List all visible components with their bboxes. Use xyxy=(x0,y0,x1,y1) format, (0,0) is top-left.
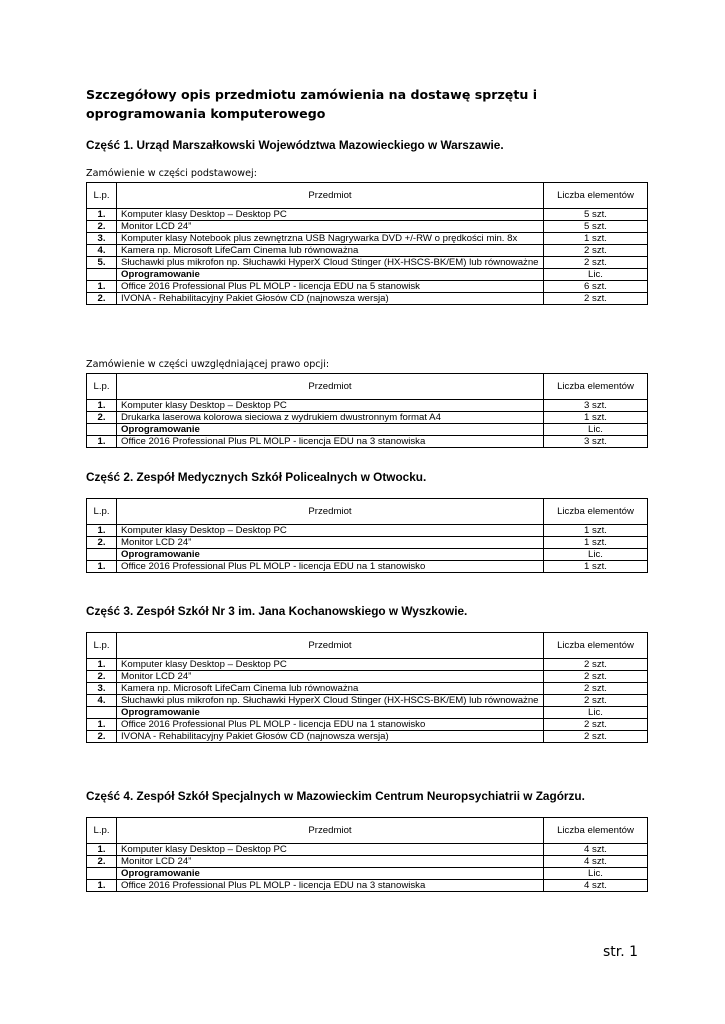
item-name: Słuchawki plus mikrofon np. Słuchawki HyperX Cloud Stinger (HX-HSCS-BK/EM) lub równoważne xyxy=(117,695,544,707)
item-name: IVONA - Rehabilitacyjny Pakiet Głosów CD (najnowsza wersja) xyxy=(117,293,544,305)
item-name: Monitor LCD 24” xyxy=(117,537,544,549)
item-quantity: 2 szt. xyxy=(544,293,648,305)
part-4-table xyxy=(86,817,648,892)
column-header-item: Przedmiot xyxy=(117,183,544,209)
part-3-heading: Część 3. Zespół Szkół Nr 3 im. Jana Kochanowskiego w Wyszkowie. xyxy=(86,604,468,618)
item-quantity: 4 szt. xyxy=(544,856,648,868)
row-number: 2. xyxy=(87,856,117,868)
table-row xyxy=(87,695,648,707)
item-quantity: 3 szt. xyxy=(544,436,648,448)
table-row xyxy=(87,731,648,743)
item-name: Komputer klasy Desktop – Desktop PC xyxy=(117,659,544,671)
item-name: Kamera np. Microsoft LifeCam Cinema lub równoważna xyxy=(117,683,544,695)
item-quantity: Lic. xyxy=(544,269,648,281)
table-row xyxy=(87,537,648,549)
item-quantity: 2 szt. xyxy=(544,719,648,731)
part-4-heading: Część 4. Zespół Szkół Specjalnych w Mazowieckim Centrum Neuropsychiatrii w Zagórzu. xyxy=(86,789,585,803)
section-label: Oprogramowanie xyxy=(117,868,544,880)
table-row xyxy=(87,856,648,868)
item-quantity: Lic. xyxy=(544,549,648,561)
row-number: 4. xyxy=(87,245,117,257)
table-header-row xyxy=(87,818,648,844)
item-quantity: Lic. xyxy=(544,424,648,436)
row-number: 3. xyxy=(87,683,117,695)
column-header-qty: Liczba elementów xyxy=(544,374,648,400)
item-name: Kamera np. Microsoft LifeCam Cinema lub równoważna xyxy=(117,245,544,257)
row-number: 2. xyxy=(87,731,117,743)
row-number: 1. xyxy=(87,561,117,573)
part-3-table xyxy=(86,632,648,743)
section-row xyxy=(87,269,648,281)
section-label: Oprogramowanie xyxy=(117,269,544,281)
item-quantity: 2 szt. xyxy=(544,731,648,743)
item-quantity: 1 szt. xyxy=(544,537,648,549)
item-name: Komputer klasy Desktop – Desktop PC xyxy=(117,844,544,856)
row-number: 1. xyxy=(87,525,117,537)
item-quantity: 4 szt. xyxy=(544,844,648,856)
table-header-row xyxy=(87,499,648,525)
row-number: 2. xyxy=(87,293,117,305)
column-header-lp: L.p. xyxy=(87,633,117,659)
row-number xyxy=(87,868,117,880)
item-name: Office 2016 Professional Plus PL MOLP - licencja EDU na 3 stanowiska xyxy=(117,880,544,892)
item-name: Office 2016 Professional Plus PL MOLP - licencja EDU na 1 stanowisko xyxy=(117,561,544,573)
part-2-table xyxy=(86,498,648,573)
column-header-qty: Liczba elementów xyxy=(544,499,648,525)
column-header-item: Przedmiot xyxy=(117,374,544,400)
table-row xyxy=(87,561,648,573)
item-quantity: 2 szt. xyxy=(544,671,648,683)
section-label: Oprogramowanie xyxy=(117,424,544,436)
item-name: Komputer klasy Desktop – Desktop PC xyxy=(117,525,544,537)
part-2-heading: Część 2. Zespół Medycznych Szkół Policealnych w Otwocku. xyxy=(86,470,427,484)
item-quantity: 1 szt. xyxy=(544,561,648,573)
row-number xyxy=(87,424,117,436)
row-number: 1. xyxy=(87,436,117,448)
row-number xyxy=(87,269,117,281)
table-row xyxy=(87,257,648,269)
column-header-lp: L.p. xyxy=(87,499,117,525)
row-number: 1. xyxy=(87,719,117,731)
part-1-basic-subtitle: Zamówienie w części podstawowej: xyxy=(86,168,257,179)
item-quantity: 1 szt. xyxy=(544,412,648,424)
page-number: str. 1 xyxy=(603,944,639,960)
section-row xyxy=(87,424,648,436)
item-name: Komputer klasy Notebook plus zewnętrzna USB Nagrywarka DVD +/-RW o prędkości min. 8x xyxy=(117,233,544,245)
column-header-lp: L.p. xyxy=(87,374,117,400)
table-row xyxy=(87,221,648,233)
row-number: 5. xyxy=(87,257,117,269)
table-row xyxy=(87,400,648,412)
column-header-lp: L.p. xyxy=(87,183,117,209)
row-number: 1. xyxy=(87,209,117,221)
row-number: 1. xyxy=(87,880,117,892)
item-name: Słuchawki plus mikrofon np. Słuchawki HyperX Cloud Stinger (HX-HSCS-BK/EM) lub równoważne xyxy=(117,257,544,269)
table-row xyxy=(87,880,648,892)
item-name: Office 2016 Professional Plus PL MOLP - licencja EDU na 5 stanowisk xyxy=(117,281,544,293)
item-quantity: 2 szt. xyxy=(544,257,648,269)
table-row xyxy=(87,671,648,683)
item-quantity: Lic. xyxy=(544,868,648,880)
row-number xyxy=(87,549,117,561)
row-number: 3. xyxy=(87,233,117,245)
row-number: 4. xyxy=(87,695,117,707)
item-quantity: 4 szt. xyxy=(544,880,648,892)
row-number: 2. xyxy=(87,221,117,233)
item-quantity: 5 szt. xyxy=(544,209,648,221)
section-row xyxy=(87,707,648,719)
table-row xyxy=(87,245,648,257)
section-label: Oprogramowanie xyxy=(117,707,544,719)
item-quantity: 3 szt. xyxy=(544,400,648,412)
column-header-qty: Liczba elementów xyxy=(544,183,648,209)
table-row xyxy=(87,436,648,448)
row-number: 1. xyxy=(87,400,117,412)
table-row xyxy=(87,683,648,695)
item-name: Monitor LCD 24” xyxy=(117,856,544,868)
item-name: Drukarka laserowa kolorowa sieciowa z wydrukiem dwustronnym format A4 xyxy=(117,412,544,424)
item-name: IVONA - Rehabilitacyjny Pakiet Głosów CD (najnowsza wersja) xyxy=(117,731,544,743)
table-row xyxy=(87,844,648,856)
item-name: Office 2016 Professional Plus PL MOLP - licencja EDU na 3 stanowiska xyxy=(117,436,544,448)
column-header-lp: L.p. xyxy=(87,818,117,844)
column-header-item: Przedmiot xyxy=(117,818,544,844)
item-quantity: 2 szt. xyxy=(544,659,648,671)
section-label: Oprogramowanie xyxy=(117,549,544,561)
item-quantity: Lic. xyxy=(544,707,648,719)
row-number: 1. xyxy=(87,659,117,671)
part-1-option-table xyxy=(86,373,648,448)
column-header-item: Przedmiot xyxy=(117,633,544,659)
item-quantity: 1 szt. xyxy=(544,233,648,245)
row-number: 2. xyxy=(87,537,117,549)
row-number: 1. xyxy=(87,281,117,293)
item-name: Komputer klasy Desktop – Desktop PC xyxy=(117,400,544,412)
document-title: Szczegółowy opis przedmiotu zamówienia na dostawę sprzętu i oprogramowania komputerowego xyxy=(86,87,538,121)
item-name: Monitor LCD 24” xyxy=(117,671,544,683)
row-number: 2. xyxy=(87,412,117,424)
row-number: 2. xyxy=(87,671,117,683)
item-quantity: 6 szt. xyxy=(544,281,648,293)
row-number xyxy=(87,707,117,719)
item-quantity: 1 szt. xyxy=(544,525,648,537)
item-quantity: 5 szt. xyxy=(544,221,648,233)
row-number: 1. xyxy=(87,844,117,856)
part-1-option-subtitle: Zamówienie w części uwzględniającej prawo opcji: xyxy=(86,359,330,370)
item-quantity: 2 szt. xyxy=(544,695,648,707)
item-quantity: 2 szt. xyxy=(544,245,648,257)
item-name: Office 2016 Professional Plus PL MOLP - licencja EDU na 1 stanowisko xyxy=(117,719,544,731)
item-quantity: 2 szt. xyxy=(544,683,648,695)
table-row xyxy=(87,412,648,424)
table-row xyxy=(87,281,648,293)
section-row xyxy=(87,868,648,880)
section-row xyxy=(87,549,648,561)
table-header-row xyxy=(87,374,648,400)
table-row xyxy=(87,719,648,731)
column-header-qty: Liczba elementów xyxy=(544,633,648,659)
item-name: Komputer klasy Desktop – Desktop PC xyxy=(117,209,544,221)
table-header-row xyxy=(87,633,648,659)
table-row xyxy=(87,233,648,245)
part-1-basic-table xyxy=(86,182,648,305)
table-row xyxy=(87,659,648,671)
table-row xyxy=(87,209,648,221)
table-row xyxy=(87,525,648,537)
part-1-heading: Część 1. Urząd Marszałkowski Województwa Mazowieckiego w Warszawie. xyxy=(86,138,504,152)
table-header-row xyxy=(87,183,648,209)
table-row xyxy=(87,293,648,305)
column-header-qty: Liczba elementów xyxy=(544,818,648,844)
item-name: Monitor LCD 24” xyxy=(117,221,544,233)
column-header-item: Przedmiot xyxy=(117,499,544,525)
